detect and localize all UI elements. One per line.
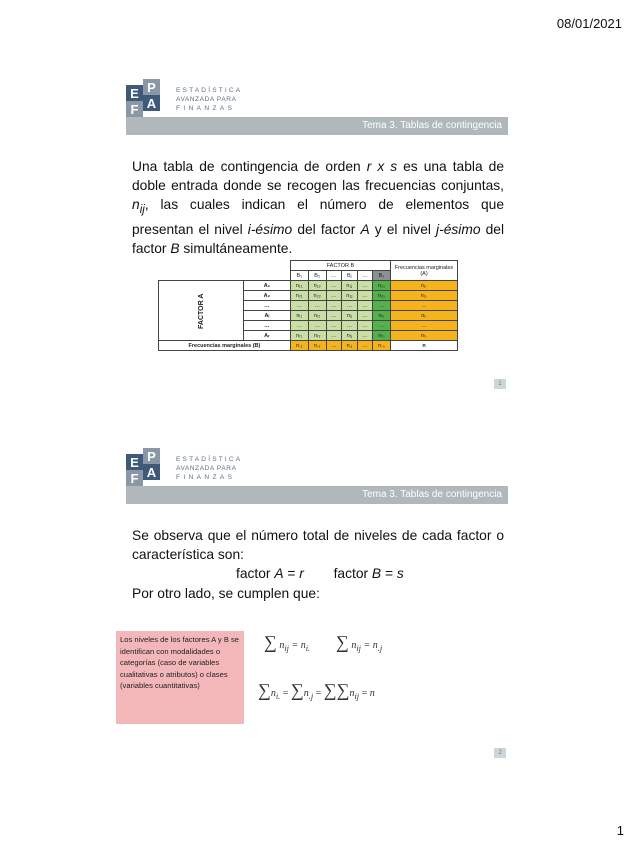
col-header: B₂ xyxy=(308,271,326,281)
levels-note: Los niveles de los factores A y B se identifican con modalidades o categorías (caso de variables cualitativas o atributos) o clases (variables cuantitativas) xyxy=(116,631,244,724)
marginal-a-cell: n₂. xyxy=(391,291,458,301)
slide-title-banner: Tema 3. Tablas de contingencia xyxy=(126,486,508,504)
marginal-a-cell: nᵢ. xyxy=(391,311,458,321)
frequency-cell: n₂₁ xyxy=(290,291,308,301)
frequency-cell: … xyxy=(372,301,390,311)
frequency-cell: … xyxy=(326,301,341,311)
slide-number-badge: 2 xyxy=(494,748,506,758)
frequency-cell: … xyxy=(357,311,372,321)
epaf-logo: E P A F ESTADÍSTICA AVANZADA PARA FINANZAS xyxy=(126,83,256,117)
row-label: … xyxy=(243,301,290,311)
frequency-cell: n₁ₛ xyxy=(372,281,390,291)
frequency-cell: … xyxy=(326,311,341,321)
factor-a-header: FACTOR A xyxy=(159,281,244,341)
marginal-a-cell: … xyxy=(391,321,458,331)
frequency-cell: … xyxy=(357,291,372,301)
slide-title-banner: Tema 3. Tablas de contingencia xyxy=(126,117,508,135)
header-date: 08/01/2021 xyxy=(556,16,622,31)
frequency-cell: … xyxy=(326,321,341,331)
marginal-b-cell: … xyxy=(326,341,341,351)
frequency-cell: … xyxy=(308,301,326,311)
frequency-cell: … xyxy=(357,321,372,331)
frequency-cell: nᵢ₁ xyxy=(290,311,308,321)
slide-number-badge: 1 xyxy=(494,379,506,389)
frequency-cell: n₂₂ xyxy=(308,291,326,301)
frequency-cell: … xyxy=(290,301,308,311)
row-label: Aᵣ xyxy=(243,331,290,341)
frequency-cell: … xyxy=(372,321,390,331)
factor-levels-line: factor A = r factor B = s xyxy=(236,566,404,581)
col-header: B₁ xyxy=(290,271,308,281)
sum-formula-rows: ∑ $n_{ij} = n_{i.}$ xyxy=(264,632,311,653)
marginal-b-cell: n.ⱼ xyxy=(341,341,357,351)
frequency-cell: n₂ⱼ xyxy=(341,291,357,301)
row-label: A₂ xyxy=(243,291,290,301)
freq-a-header: Frecuencias marginales (A) xyxy=(391,261,458,281)
frequency-cell: nᵣₛ xyxy=(372,331,390,341)
frequency-cell: … xyxy=(326,291,341,301)
sum-formula-total: $\sum n_{i.} = \sum n_{.j} = \sum\sum n_{ij} = n$ xyxy=(258,680,375,701)
marginal-a-cell: … xyxy=(391,301,458,311)
frequency-cell: nᵣⱼ xyxy=(341,331,357,341)
row-label: A₁ xyxy=(243,281,290,291)
marginal-b-cell: n.₁ xyxy=(290,341,308,351)
frequency-cell: … xyxy=(341,321,357,331)
conditions-text: Por otro lado, se cumplen que: xyxy=(132,586,320,601)
frequency-cell: … xyxy=(326,331,341,341)
frequency-cell: … xyxy=(357,281,372,291)
row-label: … xyxy=(243,321,290,331)
marginal-b-row xyxy=(159,341,458,351)
sum-formula-cols: ∑ $n_{ij} = n_{.j}$ xyxy=(336,632,383,653)
frequency-cell: nᵣ₂ xyxy=(308,331,326,341)
marginal-b-cell: … xyxy=(357,341,372,351)
table-row xyxy=(159,281,458,291)
marginal-b-cell: n.ₛ xyxy=(372,341,390,351)
marginal-a-cell: n₁. xyxy=(391,281,458,291)
frequency-cell: n₂ₛ xyxy=(372,291,390,301)
col-header: Bₛ xyxy=(372,271,390,281)
frequency-cell: … xyxy=(308,321,326,331)
frequency-cell: n₁₂ xyxy=(308,281,326,291)
frequency-cell: nᵢⱼ xyxy=(341,311,357,321)
frequency-cell: … xyxy=(357,301,372,311)
col-header: Bⱼ xyxy=(341,271,357,281)
frequency-cell: … xyxy=(357,331,372,341)
frequency-cell: n₁₁ xyxy=(290,281,308,291)
row-label: Aᵢ xyxy=(243,311,290,321)
marginal-b-cell: n.₂ xyxy=(308,341,326,351)
frequency-cell: … xyxy=(326,281,341,291)
definition-text: Una tabla de contingencia de orden r x s es una tabla de doble entrada donde se recogen las frecuencias conjuntas, $n_{ij}$, las cuales indican el número de elementos que presentan el nivel i-ésimo del factor A y el nivel j-ésimo del factor B simultáneamente. xyxy=(132,159,505,256)
page-number: 1 xyxy=(616,823,624,838)
epaf-logo: E P A F ESTADÍSTICA AVANZADA PARA FINANZAS xyxy=(126,452,256,486)
frequency-cell: nᵢ₂ xyxy=(308,311,326,321)
levels-text: Se observa que el número total de niveles de cada factor o característica son: xyxy=(132,528,504,562)
factor-b-header: FACTOR B xyxy=(290,261,390,271)
frequency-cell: … xyxy=(290,321,308,331)
frequency-cell: nᵣ₁ xyxy=(290,331,308,341)
frequency-cell: nᵢₛ xyxy=(372,311,390,321)
col-header: … xyxy=(326,271,341,281)
marginal-a-cell: nᵣ. xyxy=(391,331,458,341)
slide-1 xyxy=(126,79,508,393)
freq-b-header: Frecuencias marginales (B) xyxy=(159,341,291,351)
total-cell: n xyxy=(391,341,458,351)
contingency-table xyxy=(158,260,458,351)
col-header: … xyxy=(357,271,372,281)
frequency-cell: n₁ⱼ xyxy=(341,281,357,291)
frequency-cell: … xyxy=(341,301,357,311)
